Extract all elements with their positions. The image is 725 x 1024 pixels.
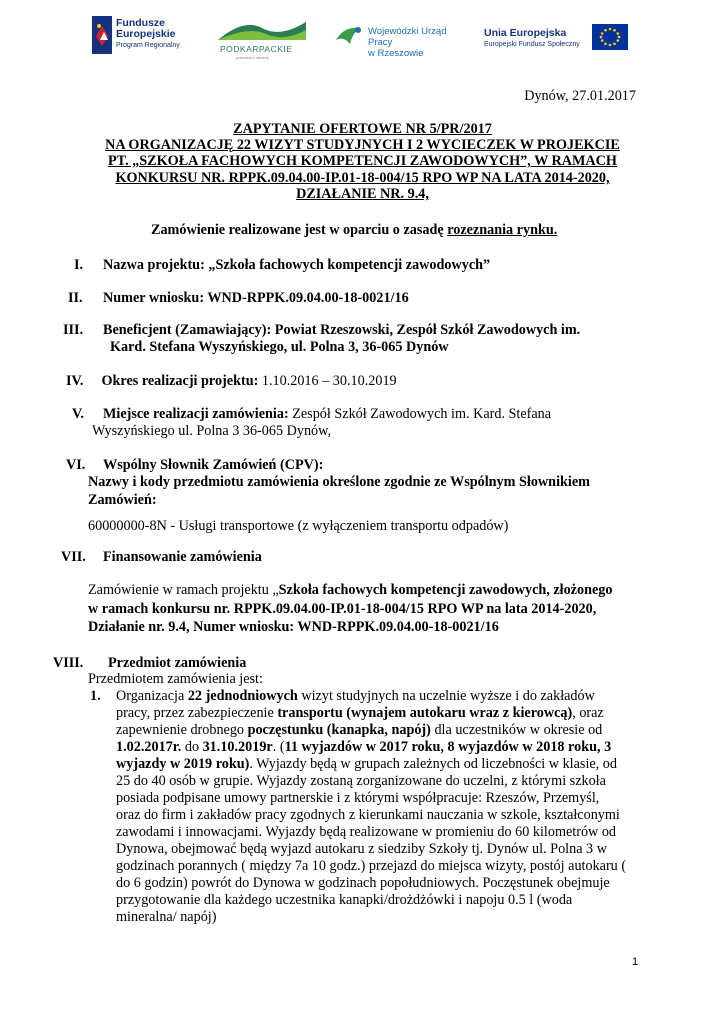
section-8-label: Przedmiot zamówienia [108, 655, 247, 671]
section-4-value: 1.10.2016 – 30.10.2019 [258, 373, 397, 389]
item1-l3b: poczęstunku (kanapka, napój) [247, 722, 431, 738]
item1-line-5 [116, 756, 617, 773]
item1-line-13: przygotowanie dla każdego uczestnika kanapki/drożdżówki i napoju 0.5 l (woda [116, 892, 573, 908]
financing-line-2: w ramach konkursu nr. RPPK.09.04.00-IP.01-18-004/15 RPO WP na lata 2014-2020, [88, 601, 597, 617]
item1-l1c: wizyt studyjnych na uczelnie wyższe i do zakładów [297, 688, 595, 704]
fe-star-icon [92, 16, 114, 56]
wup-bird-icon [334, 22, 364, 52]
item1-l4e: 11 wyjazdów w 2017 roku, 8 wyjazdów w 2018 roku, 3 [284, 739, 612, 755]
item1-l4b: do [181, 739, 203, 755]
title-line-5: DZIAŁANIE NR. 9.4, [296, 186, 429, 202]
page-number: 1 [632, 956, 639, 968]
item1-l5a: wyjazdy w 2019 roku) [116, 756, 250, 772]
section-2-num: II. [68, 290, 83, 306]
section-4 [66, 373, 397, 390]
item1-line-11: godzinach porannych ( między 7a 10 godz.) przejazd do miejsca wizyty, postój autokaru ( [116, 858, 627, 874]
item1-line-1 [116, 688, 595, 705]
section-6-num: VI. [66, 457, 86, 473]
fe-line3: Program Regionalny [116, 42, 180, 49]
logo-strip [0, 0, 725, 72]
item1-l3a: zapewnienie drobnego [116, 722, 248, 738]
title-line-3: PT. „SZKOŁA FACHOWYCH KOMPETENCJI ZAWODOWYCH”, W RAMACH [108, 153, 617, 169]
podkarpackie-logo [214, 10, 314, 64]
item1-line-12: do 6 godzin) powrót do Dynowa w godzinach popołudniowych. Poczęstunek obejmuje [116, 875, 610, 891]
ue-line1: Unia Europejska [484, 27, 567, 39]
item1-line-10: Dynowa, obejmować będą wyjazd autokaru z siedziby Szkoły tj. Dynów ul. Polna 3 w [116, 841, 607, 857]
financing-line-1 [88, 582, 612, 599]
title-line-4: KONKURSU NR. RPPK.09.04.00-IP.01-18-004/15 RPO WP NA LATA 2014-2020, [115, 170, 610, 186]
section-5-label: Miejsce realizacji zamówienia: [103, 406, 289, 422]
section-3-num: III. [63, 322, 84, 338]
item1-line-4 [116, 739, 611, 756]
section-3-line-1: Beneficjent (Zamawiający): Powiat Rzeszowski, Zespół Szkół Zawodowych im. [103, 322, 581, 338]
section-5-num: V. [72, 406, 84, 422]
item1-line-7: posiada podpisane umowy partnerskie i z którymi współpracuje: Rzeszów, Przemyśl, [116, 790, 600, 806]
fundusze-europejskie-logo [92, 10, 200, 64]
item1-line-8: oraz do firm i zakładów pracy zgodnych z kierunkami nauczania w szkole, kształconymi [116, 807, 620, 823]
item-1-num: 1. [90, 688, 101, 704]
item1-line-9: zawodami i innowacjami. Wyjazdy będą realizowane w promieniu do 60 kilometrów od [116, 824, 617, 840]
item1-l3c: dla uczestników w okresie od [430, 722, 603, 738]
item1-line-3 [116, 722, 602, 739]
section-7-num: VII. [61, 549, 86, 565]
item1-l2b: transportu (wynajem autokaru wraz z kierowcą) [277, 705, 573, 721]
financing-line-3: Działanie nr. 9.4, Numer wniosku: WND-RPPK.09.04.00-18-0021/16 [88, 619, 499, 635]
intro-text: Zamówienie realizowane jest w oparciu o zasadę [151, 222, 448, 238]
fe-line2: Europejskie [116, 28, 176, 40]
section-7-label: Finansowanie zamówienia [103, 549, 262, 565]
section-5-value-2: Wyszyńskiego ul. Polna 3 36-065 Dynów, [92, 423, 331, 439]
fe-line1: Fundusze [116, 17, 165, 29]
ue-logo [484, 10, 632, 64]
financing-line-1a: Zamówienie w ramach projektu „ [88, 582, 279, 598]
mountains-icon [214, 14, 310, 44]
section-4-num: IV. [66, 373, 84, 389]
title-line-2: NA ORGANIZACJĘ 22 WIZYT STUDYJNYCH I 2 WYCIECZEK W PROJEKCIE [105, 137, 620, 153]
section-1-num: I. [74, 257, 84, 273]
wup-line1: Wojewódzki Urząd Pracy [368, 26, 447, 48]
podkarpackie-sub: przestrzeń otwarta [236, 55, 269, 60]
wup-line2: w Rzeszowie [368, 48, 424, 59]
document-date: Dynów, 27.01.2017 [524, 88, 636, 104]
podkarpackie-text: PODKARPACKIE [220, 44, 293, 54]
section-6-label: Wspólny Słownik Zamówień (CPV): [103, 457, 324, 473]
item1-line-6: 25 do 40 osób w grupie. Wyjazdy zostaną zorganizowane do uczelni, z którymi szkoła [116, 773, 606, 789]
section-1-label: Nazwa projektu: „Szkoła fachowych kompetencji zawodowych” [103, 257, 491, 273]
section-5-line-1 [103, 406, 551, 423]
item1-l4a: 1.02.2017r. [116, 739, 182, 755]
wup-logo [334, 10, 469, 64]
item1-l2a: pracy, przez zabezpieczenie [116, 705, 278, 721]
item1-line-2 [116, 705, 604, 722]
item1-l4d: . ( [272, 739, 285, 755]
section-6-sub-1: Nazwy i kody przedmiotu zamówienia określone zgodnie ze Wspólnym Słownikiem [88, 474, 590, 490]
ue-line2: Europejski Fundusz Społeczny [484, 41, 580, 48]
title-line-1: ZAPYTANIE OFERTOWE NR 5/PR/2017 [233, 121, 492, 137]
section-8-num: VIII. [53, 655, 84, 671]
item1-l1a: Organizacja [116, 688, 188, 704]
intro-link: rozeznania rynku. [447, 222, 558, 238]
item1-l1b: 22 jednodniowych [187, 688, 298, 704]
item1-line-14: mineralna/ napój) [116, 909, 217, 925]
section-6-sub-2: Zamówień: [88, 492, 157, 508]
section-4-label: Okres realizacji projektu: [101, 373, 259, 389]
section-3-line-2: Kard. Stefana Wyszyńskiego, ul. Polna 3, 36-065 Dynów [110, 339, 449, 355]
intro-line [151, 222, 557, 239]
section-8-sub: Przedmiotem zamówienia jest: [88, 671, 263, 687]
item1-l5b: . Wyjazdy będą w grupach zależnych od liczebności w klasie, od [249, 756, 617, 772]
eu-flag-icon [592, 24, 628, 50]
section-5-value-1: Zespół Szkół Zawodowych im. Kard. Stefana [288, 406, 552, 422]
cpv-code: 60000000-8N - Usługi transportowe (z wyłączeniem transportu odpadów) [88, 518, 509, 534]
item1-l4c: 31.10.2019r [202, 739, 273, 755]
section-2-label: Numer wniosku: WND-RPPK.09.04.00-18-0021/16 [103, 290, 409, 306]
item1-l2c: , oraz [572, 705, 604, 721]
financing-line-1b: Szkoła fachowych kompetencji zawodowych, złożonego [278, 582, 613, 598]
